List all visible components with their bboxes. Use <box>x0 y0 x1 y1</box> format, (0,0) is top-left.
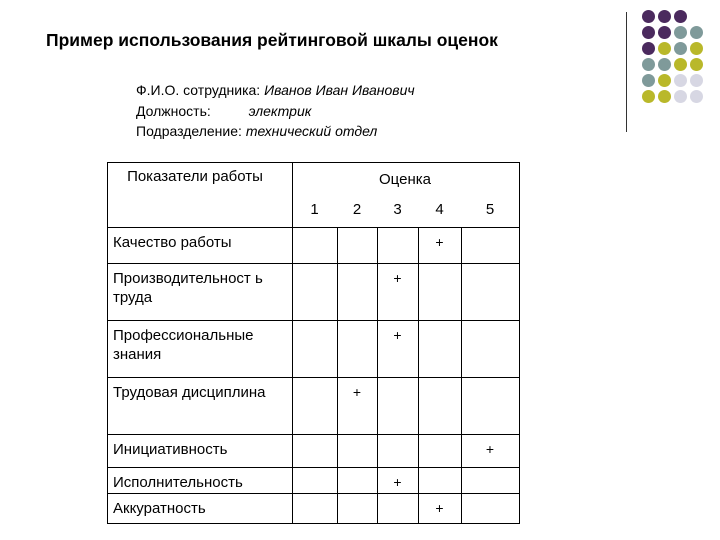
employee-department-label: Подразделение: <box>136 123 242 139</box>
employee-name-value: Иванов Иван Иванович <box>264 82 415 98</box>
rating-mark: + <box>485 441 495 457</box>
rating-mark: + <box>352 384 362 400</box>
page-title: Пример использования рейтинговой шкалы оценок <box>46 30 498 50</box>
table-border <box>377 227 378 523</box>
row-label: Трудовая дисциплина <box>113 384 266 401</box>
header-rating: Оценка <box>379 171 431 188</box>
table-border <box>107 523 520 524</box>
table-border <box>292 227 293 523</box>
employee-department-value: технический отдел <box>245 123 378 139</box>
scale-number: 3 <box>393 201 402 218</box>
scale-number: 4 <box>435 201 444 218</box>
rating-mark: + <box>393 270 402 286</box>
employee-position-value: электрик <box>248 103 312 119</box>
header-indicators: Показатели работы <box>127 168 263 185</box>
scale-number: 1 <box>310 201 319 218</box>
table-border <box>107 467 520 468</box>
table-border <box>461 227 462 523</box>
table-border <box>107 227 520 228</box>
rating-mark: + <box>393 474 402 490</box>
scale-number: 5 <box>485 201 495 218</box>
row-label: Профессиональные знания <box>113 327 254 363</box>
table-border <box>107 263 520 264</box>
row-label: Качество работы <box>113 234 232 251</box>
row-label: Исполнительность <box>113 474 243 491</box>
table-border <box>337 227 338 523</box>
table-border <box>107 377 520 378</box>
table-border <box>519 162 520 524</box>
rating-mark: + <box>393 327 402 343</box>
employee-position-label: Должность: <box>136 103 211 119</box>
table-border <box>107 434 520 435</box>
rating-mark: + <box>435 500 444 516</box>
row-label: Аккуратность <box>113 500 206 517</box>
table-border <box>107 493 520 494</box>
table-border <box>107 320 520 321</box>
row-label: Производительност ь труда <box>113 270 263 306</box>
table-border <box>107 162 108 523</box>
table-border <box>292 162 293 227</box>
rating-mark: + <box>435 234 444 250</box>
table-border <box>107 162 520 163</box>
row-label: Инициативность <box>113 441 228 458</box>
scale-number: 2 <box>352 201 362 218</box>
employee-name-label: Ф.И.О. сотрудника: <box>136 82 261 98</box>
table-border <box>418 227 419 523</box>
